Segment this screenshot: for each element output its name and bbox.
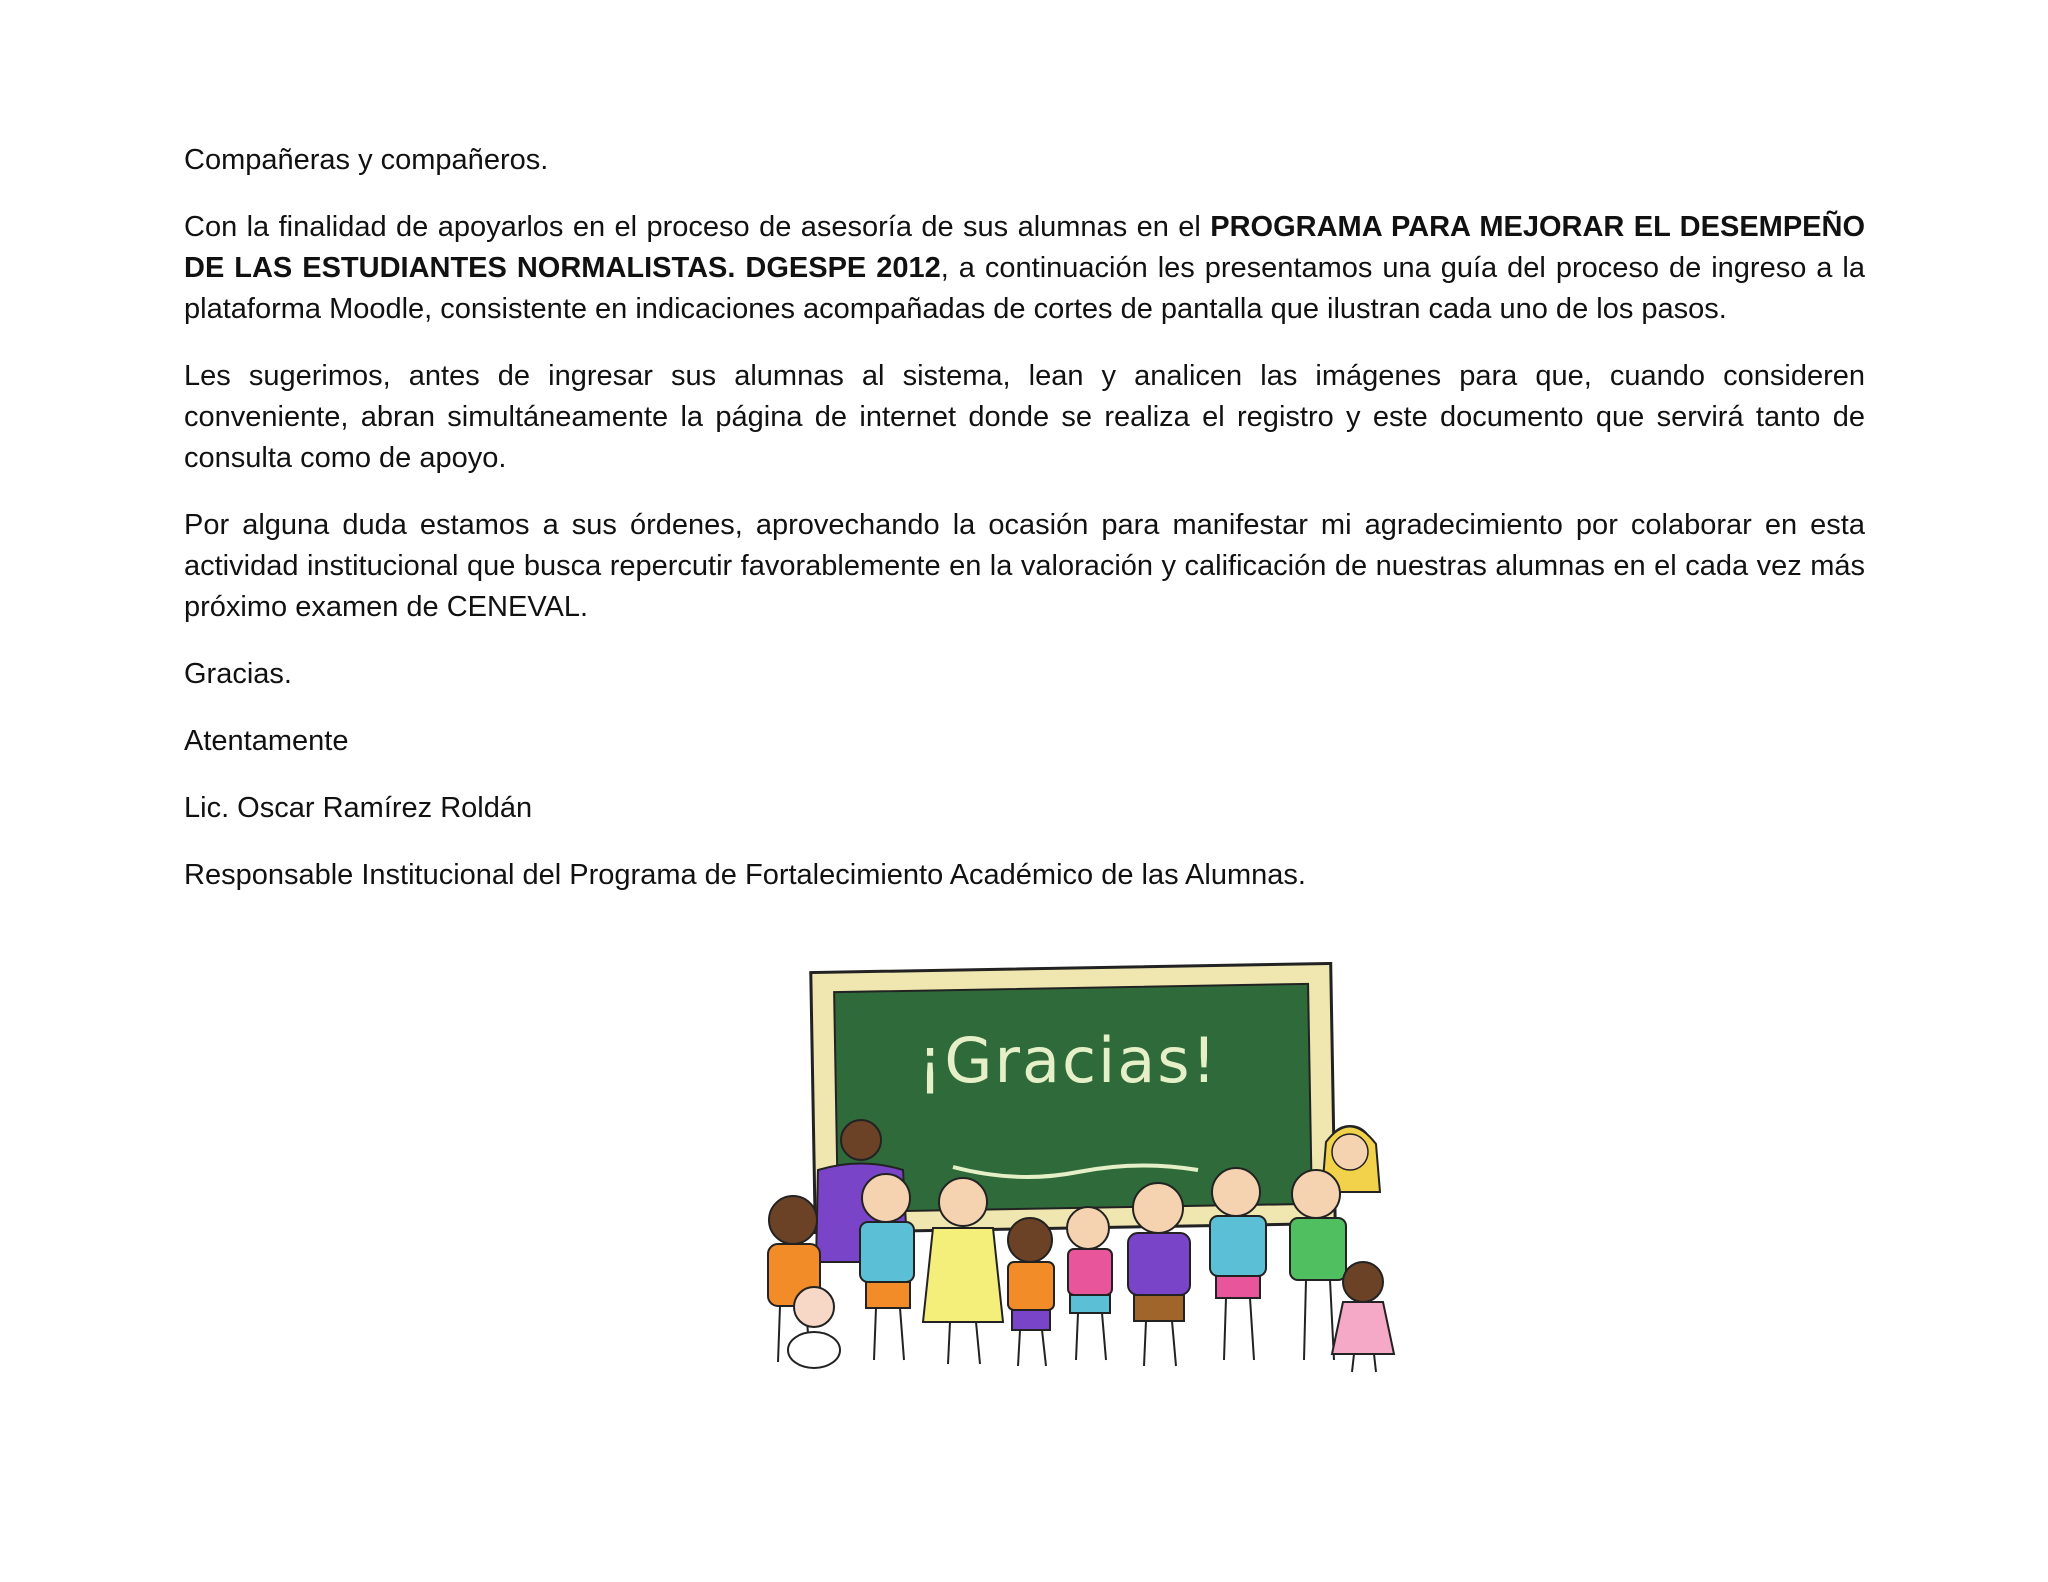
salutation: Compañeras y compañeros. xyxy=(184,144,549,176)
signer-name: Lic. Oscar Ramírez Roldán xyxy=(184,792,533,824)
paragraph-program-rest: , a continuación les presentamos una guía del proceso de ingreso a la plataforma Moodle, consistente en indicaciones acompañadas de cortes de pantalla que ilustran cada uno de los pasos. xyxy=(184,252,1865,325)
letter-body xyxy=(184,140,1865,922)
paragraph-suggestion: Les sugerimos, antes de ingresar sus alumnas al sistema, lean y analicen las imágenes para que, cuando consideren conveniente, abran simultáneamente la página de internet donde se realiza el registro y este documento que servirá tanto de consulta como de apoyo. xyxy=(184,360,1865,474)
paragraph-gratitude: Por alguna duda estamos a sus órdenes, aprovechando la ocasión para manifestar mi agradecimiento por colaborar en esta actividad institucional que busca repercutir favorablemente en la valoración y calificación de nuestras alumnas en el cada vez más próximo examen de CENEVAL. xyxy=(184,509,1865,623)
paragraph-program-intro: Con la finalidad de apoyarlos en el proceso de asesoría de sus alumnas en el xyxy=(184,211,1211,243)
chalkboard-text: ¡Gracias! xyxy=(917,1024,1219,1097)
closing-line: Atentamente xyxy=(184,725,349,757)
gracias-clipart xyxy=(718,962,1418,1382)
program-name: PROGRAMA PARA MEJORAR EL DESEMPEÑO DE LAS ESTUDIANTES NORMALISTAS. DGESPE 2012 xyxy=(184,211,1866,284)
thanks-line: Gracias. xyxy=(184,658,292,690)
signer-role: Responsable Institucional del Programa de Fortalecimiento Académico de las Alumnas. xyxy=(184,859,1306,891)
paragraph-program xyxy=(184,207,1865,330)
